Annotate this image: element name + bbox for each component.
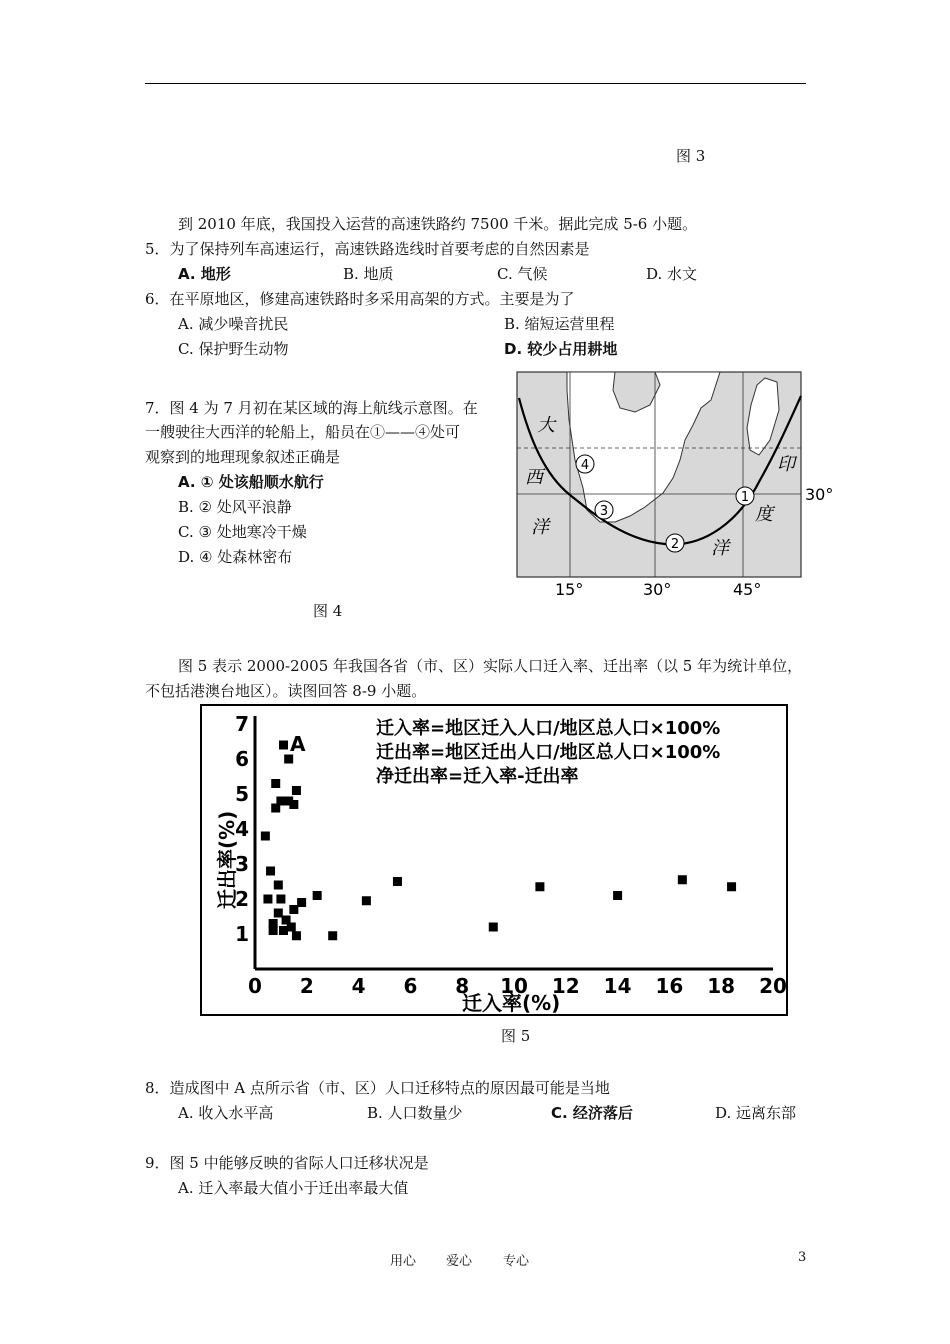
q6-option-a: A. 减少噪音扰民 (178, 315, 289, 333)
x-tick-label: 20 (759, 974, 787, 998)
x-tick-label: 10 (500, 974, 528, 998)
data-point (269, 926, 278, 935)
data-point (271, 779, 280, 788)
x-tick-label: 8 (455, 974, 470, 998)
footer-text-2: 爱心 (446, 1254, 473, 1269)
svg-text:4: 4 (580, 458, 590, 473)
data-point (261, 832, 270, 841)
lon-label-15: 15° (555, 580, 584, 599)
data-point (535, 882, 544, 891)
formula-out-rate: 迁出率=地区迁出人口/地区总人口×100% (376, 742, 721, 763)
data-point (328, 931, 337, 940)
migration-scatter-chart (200, 704, 790, 1017)
y-tick-label: 7 (235, 712, 249, 736)
label-xi: 西 (525, 467, 543, 488)
lon-label-30: 30° (643, 580, 672, 599)
marker-2 (666, 534, 684, 552)
x-tick-label: 14 (603, 974, 632, 998)
lat-label: 30° (805, 485, 834, 504)
x-tick-label: 2 (299, 974, 314, 998)
fig4-caption: 图 4 (313, 602, 343, 620)
formula-net-rate: 净迁出率=迁入率-迁出率 (376, 766, 579, 787)
formula-in-rate: 迁入率=地区迁入人口/地区总人口×100% (376, 718, 721, 739)
q7-option-b: B. ② 处风平浪静 (178, 498, 292, 516)
q7-stem-line1: 7．图 4 为 7 月初在某区域的海上航线示意图。在 (145, 399, 478, 417)
data-point (727, 882, 736, 891)
data-point (292, 931, 301, 940)
data-point (297, 898, 306, 907)
q6-stem: 6．在平原地区，修建高速铁路时多采用高架的方式。主要是为了 (145, 290, 575, 308)
q6-option-d: D. 较少占用耕地 (504, 340, 618, 358)
marker-3 (595, 501, 613, 519)
lon-label-45: 45° (733, 580, 762, 599)
label-yang1: 洋 (531, 517, 549, 538)
x-tick-label: 0 (248, 974, 262, 998)
q7-stem-line2: 一艘驶往大西洋的轮船上，船员在①——④处可 (145, 423, 461, 441)
intro-5-6: 到 2010 年底，我国投入运营的高速铁路约 7500 千米。据此完成 5-6 小题。 (178, 215, 698, 233)
y-tick-label: 5 (235, 782, 249, 806)
y-tick-label: 1 (235, 922, 249, 946)
data-point (613, 891, 622, 900)
data-point (287, 923, 296, 932)
q6-option-c: C. 保护野生动物 (178, 340, 289, 358)
data-point (276, 895, 285, 904)
data-point (266, 867, 275, 876)
page-number: 3 (798, 1250, 807, 1265)
q9-option-a: A. 迁入率最大值小于迁出率最大值 (178, 1179, 409, 1197)
data-point (313, 891, 322, 900)
data-point (271, 804, 280, 813)
x-tick-label: 6 (403, 974, 418, 998)
q8-stem: 8．造成图中 A 点所示省（市、区）人口迁移特点的原因最可能是当地 (145, 1079, 610, 1097)
x-tick-label: 16 (655, 974, 684, 998)
x-tick-label: 12 (551, 974, 580, 998)
label-yin: 印 (777, 454, 795, 475)
data-point (279, 926, 288, 935)
svg-text:1: 1 (740, 490, 750, 505)
header-rule (145, 83, 806, 84)
q7-stem-line3: 观察到的地理现象叙述正确是 (145, 448, 341, 466)
footer-text-3: 专心 (503, 1254, 530, 1269)
data-point (274, 881, 283, 890)
q6-option-b: B. 缩短运营里程 (504, 315, 615, 333)
q5-stem: 5．为了保持列车高速运行，高速铁路选线时首要考虑的自然因素是 (145, 240, 590, 258)
q5-option-c: C. 气候 (497, 265, 548, 283)
y-axis-label: 迁出率(%) (215, 810, 239, 909)
q5-option-d: D. 水文 (646, 265, 698, 283)
fig5-caption: 图 5 (501, 1027, 531, 1045)
x-axis-label: 迁入率(%) (462, 991, 561, 1015)
fig3-caption: 图 3 (676, 147, 706, 165)
y-tick-label: 3 (235, 852, 249, 876)
data-point (362, 896, 371, 905)
data-point (678, 875, 687, 884)
q8-option-d: D. 远离东部 (715, 1104, 797, 1122)
label-du: 度 (755, 504, 773, 525)
data-point (289, 800, 298, 809)
footer-text-1: 用心 (390, 1254, 417, 1269)
data-point (289, 905, 298, 914)
marker-1 (736, 487, 754, 505)
y-tick-label: 6 (235, 747, 249, 771)
route-map (515, 370, 840, 605)
data-point (292, 786, 301, 795)
q5-option-a: A. 地形 (178, 265, 231, 283)
q5-option-b: B. 地质 (343, 265, 394, 283)
q8-option-c: C. 经济落后 (551, 1104, 633, 1122)
intro-8-9-line1: 图 5 表示 2000-2005 年我国各省（市、区）实际人口迁入率、迁出率（以 5 年为统计单位， (178, 657, 803, 675)
label-yang2: 洋 (711, 538, 729, 559)
svg-text:2: 2 (670, 537, 680, 552)
svg-text:3: 3 (599, 504, 609, 519)
q8-option-a: A. 收入水平高 (178, 1104, 274, 1122)
data-point (393, 877, 402, 886)
y-tick-label: 2 (235, 887, 249, 911)
data-point (279, 741, 288, 750)
marker-4 (576, 455, 594, 473)
q7-option-a: A. ① 处该船顺水航行 (178, 473, 324, 491)
label-da: 大 (537, 415, 555, 436)
intro-8-9-line2: 不包括港澳台地区）。读图回答 8-9 小题。 (145, 682, 427, 700)
x-tick-label: 18 (707, 974, 736, 998)
y-tick-label: 4 (235, 817, 249, 841)
data-point (489, 923, 498, 932)
q9-stem: 9．图 5 中能够反映的省际人口迁移状况是 (145, 1154, 429, 1172)
data-point (263, 895, 272, 904)
point-a-label: A (290, 732, 306, 756)
x-tick-label: 4 (351, 974, 366, 998)
q7-option-c: C. ③ 处地寒冷干燥 (178, 523, 307, 541)
q8-option-b: B. 人口数量少 (367, 1104, 463, 1122)
q7-option-d: D. ④ 处森林密布 (178, 548, 293, 566)
data-point (274, 909, 283, 918)
